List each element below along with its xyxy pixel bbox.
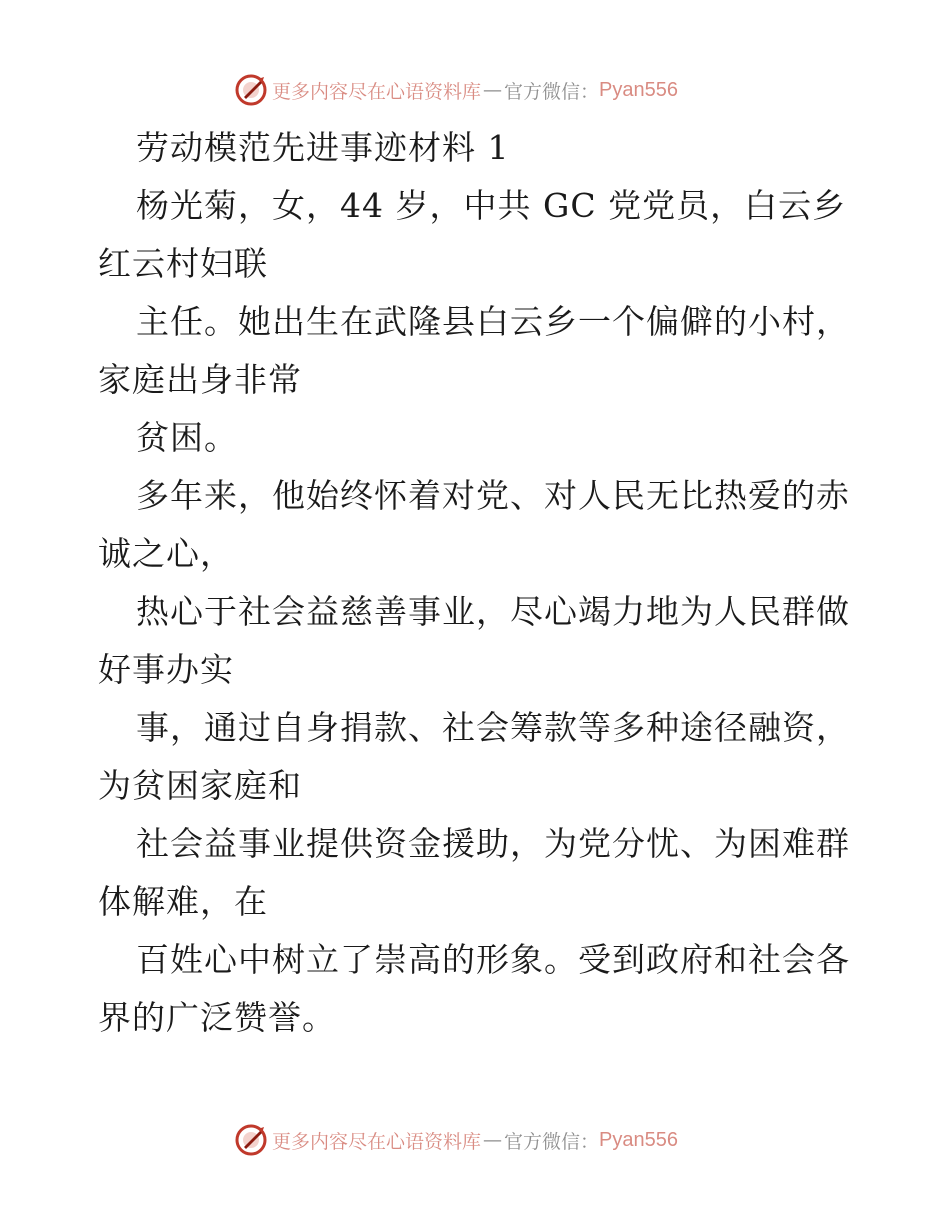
paragraph-line: 家庭出身非常 (98, 360, 302, 399)
paragraph-line: 界的广泛赞誉。 (98, 998, 336, 1037)
paragraph-line: 好事办实 (98, 650, 234, 689)
banner-label: 官方微信： (504, 80, 600, 103)
paragraph-line: 社会益事业提供资金援助，为党分忧、为困难群 (136, 824, 850, 863)
paragraph-line: 事，通过自身捐款、社会筹款等多种途径融资， (136, 708, 850, 747)
paragraph-line: 为贫困家庭和 (98, 766, 302, 805)
banner-wechat-id: Pyan556 (599, 78, 678, 101)
paragraph-line: 体解难，在 (98, 882, 268, 921)
banner-label: 官方微信： (504, 1130, 600, 1153)
banner-text: 更多内容尽在心语资料库 (272, 1130, 482, 1153)
paragraph-line: 热心于社会益慈善事业，尽心竭力地为人民群做 (136, 592, 850, 631)
paragraph-line: 杨光菊，女，44 岁，中共 GC 党党员，白云乡 (136, 186, 847, 225)
banner-dash: — (483, 79, 503, 101)
paragraph-line: 多年来，他始终怀着对党、对人民无比热爱的赤 (136, 476, 850, 515)
banner-text: 更多内容尽在心语资料库 (272, 80, 482, 103)
banner-wechat-id: Pyan556 (599, 1128, 678, 1151)
logo-icon (234, 1123, 268, 1157)
paragraph-line: 诚之心， (98, 534, 234, 573)
paragraph-line: 贫困。 (136, 418, 238, 457)
paragraph-line: 红云村妇联 (98, 244, 268, 283)
logo-icon (234, 73, 268, 107)
header-banner (234, 72, 678, 108)
paragraph-line: 百姓心中树立了崇高的形象。受到政府和社会各 (136, 940, 850, 979)
banner-dash: — (483, 1129, 503, 1151)
footer-banner (234, 1122, 678, 1158)
document-title: 劳动模范先进事迹材料 1 (136, 128, 510, 167)
paragraph-line: 主任。她出生在武隆县白云乡一个偏僻的小村， (136, 302, 850, 341)
